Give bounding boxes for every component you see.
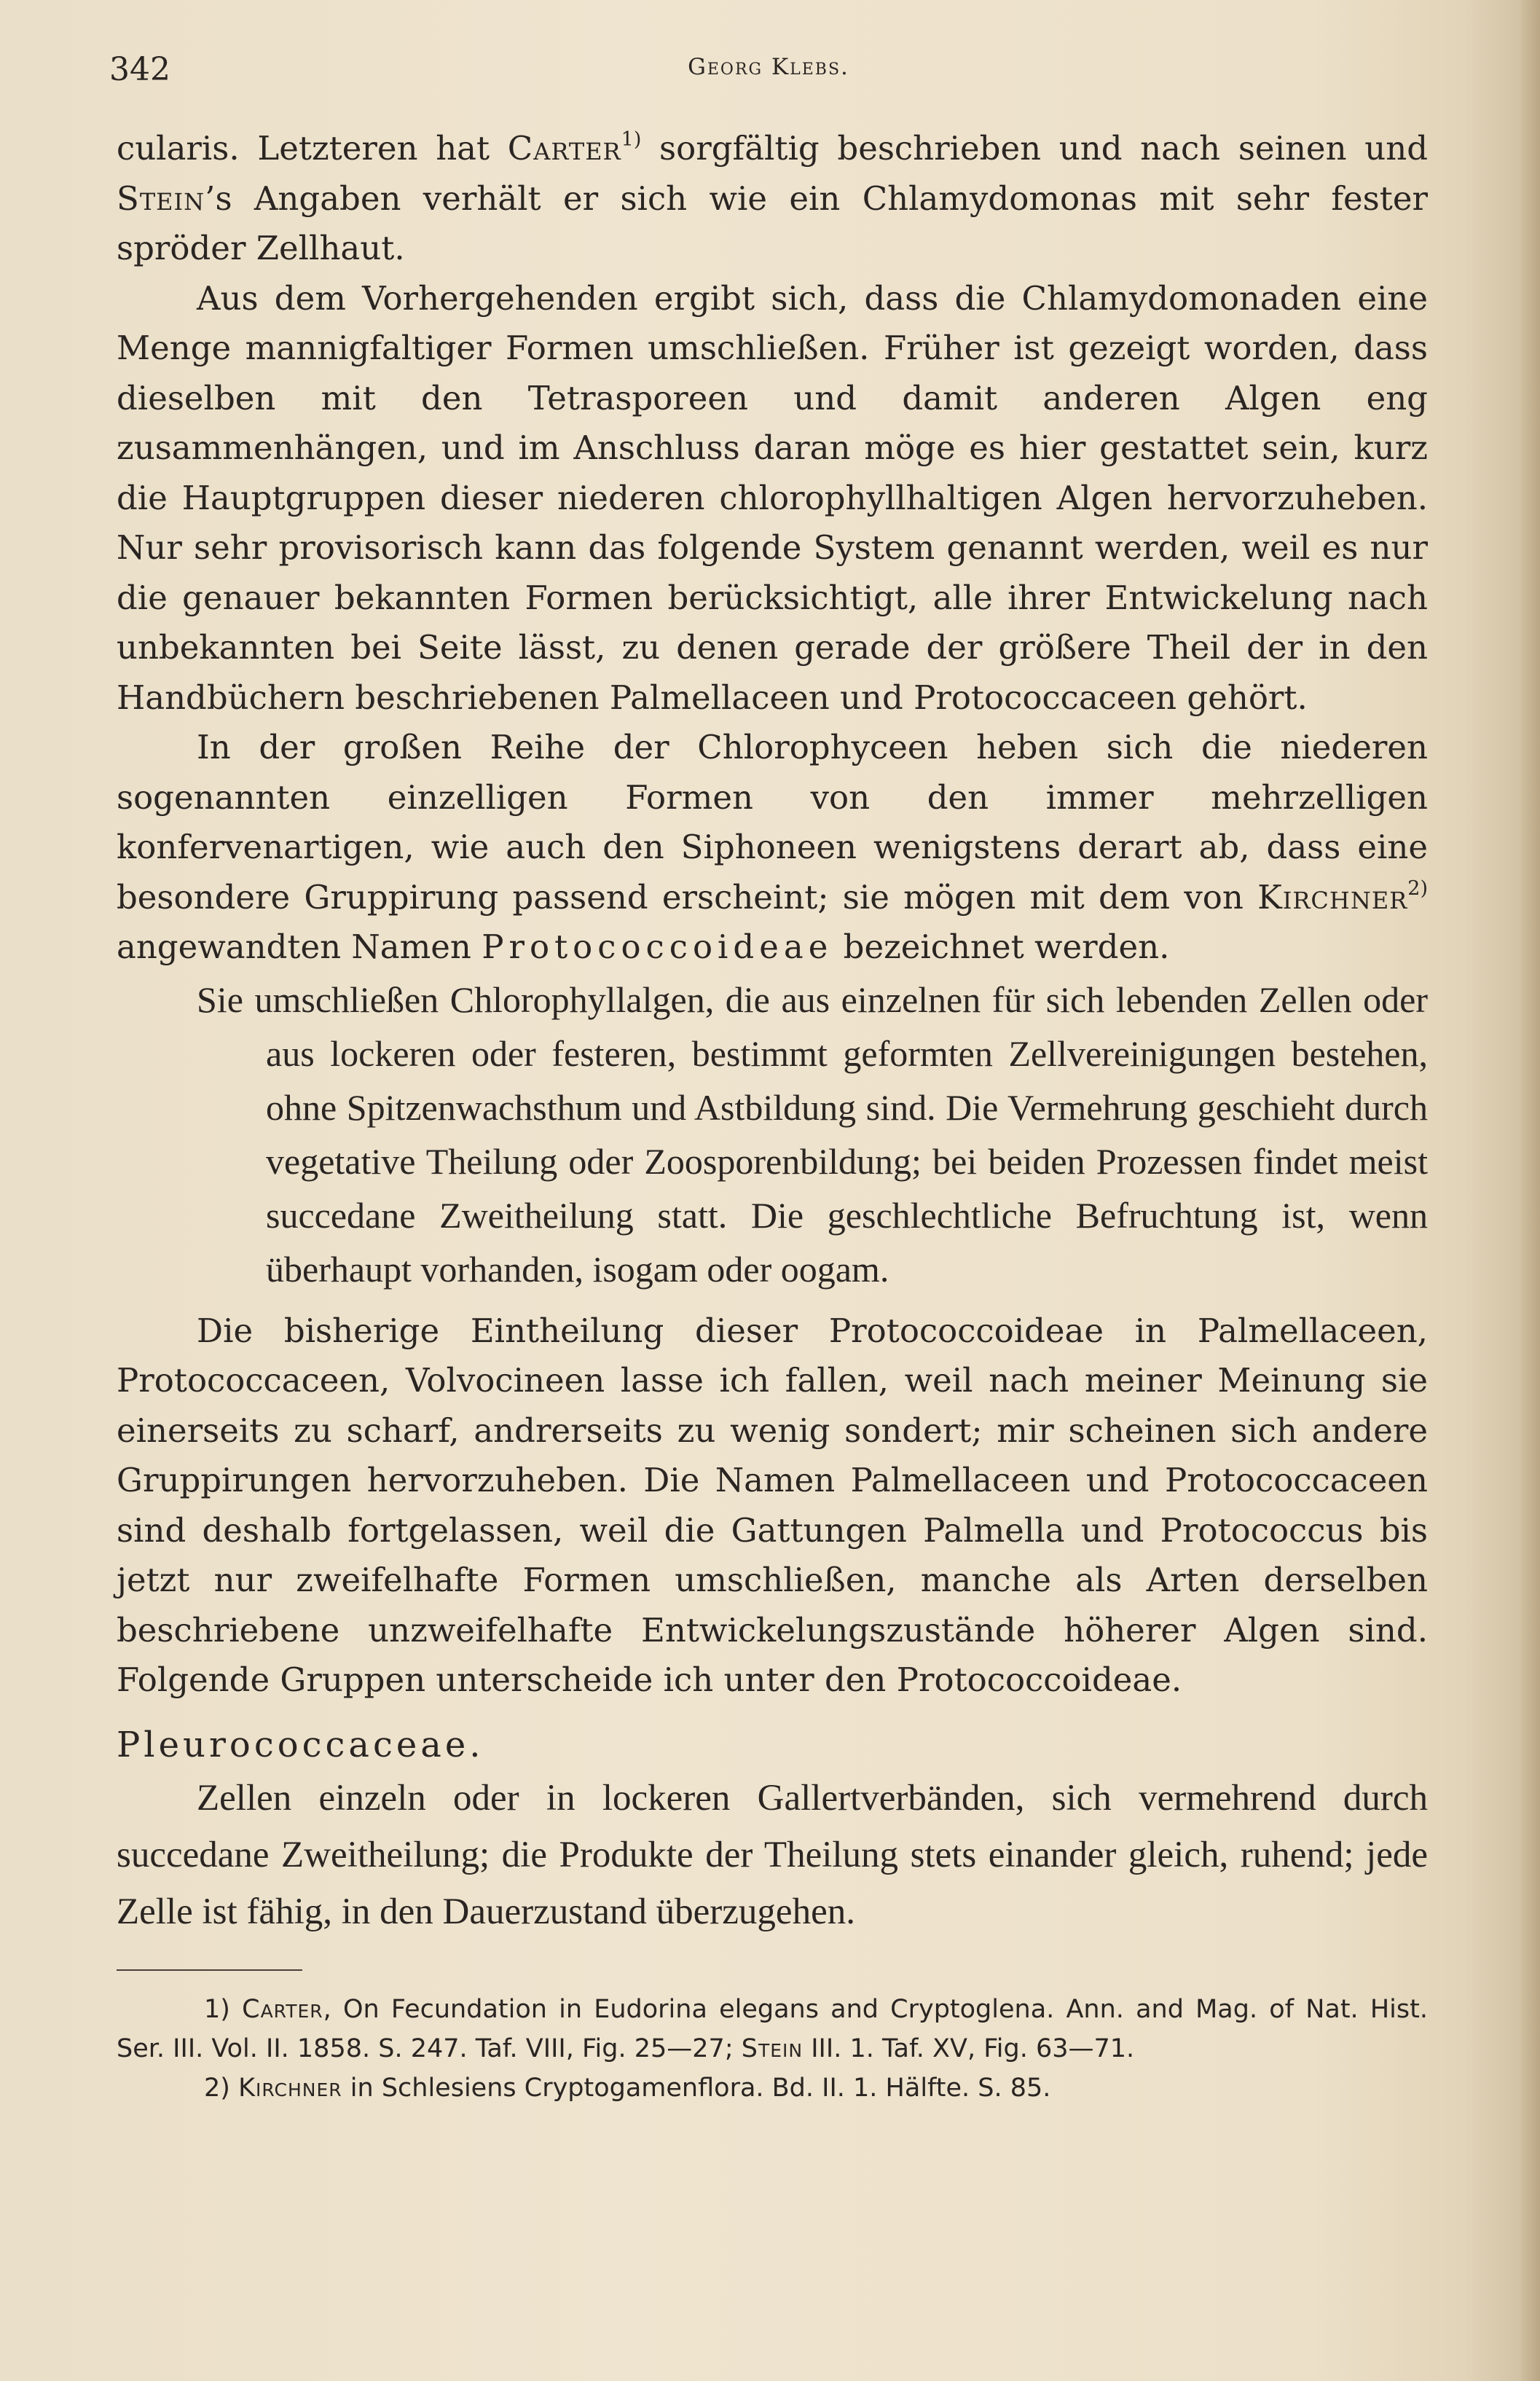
- text-run: , On Fecundation in Eudorina elegans and Cryptoglena. Ann. and Mag. of Nat. Hist. Ser. III. Vol. II. 1858. S. 247. Taf. VIII, Fig. 25—27;: [117, 1995, 1428, 2063]
- paragraph-1: [117, 124, 1428, 274]
- author-name: Kirchner: [238, 2074, 342, 2103]
- footnote-ref: 2): [1407, 876, 1428, 900]
- page-number: 342: [109, 51, 170, 88]
- footnote-ref: 1): [621, 128, 642, 152]
- footnote-rule: [117, 1969, 302, 1971]
- author-name: Carter: [242, 1995, 323, 2024]
- author-name: Stein: [117, 179, 205, 218]
- footnote-mark: 2): [204, 2074, 230, 2103]
- section-heading: Pleurococcaceae.: [117, 1724, 484, 1765]
- definition-text: Sie umschließen Chlorophyllalgen, die aus einzelnen für sich lebenden Zellen oder aus lockeren oder festeren, bestimmt geformten Zellvereinigungen bestehen, ohne Spitzenwachsthum und Astbildung sind. Die Vermehrung geschieht durch vegetative Theilung oder Zoosporenbildung; bei beiden Prozessen findet meist succedane Zweitheilung statt. Die geschlechtliche Befruchtung ist, wenn überhaupt vorhanden, isogam oder oogam.: [197, 978, 1428, 1290]
- footnote-2: [117, 2068, 1428, 2108]
- running-head: Georg Klebs.: [688, 54, 849, 80]
- section-text: [117, 1770, 1428, 1940]
- text-run: In der großen Reihe der Chlorophyceen heben sich die niederen sogenannten einzelligen Formen von den immer mehrzelligen konfervenartigen, wie auch den Siphoneen wenigstens derart ab, dass eine besondere Gruppirung passend erscheint; sie mögen mit dem von: [117, 728, 1428, 917]
- text-run: III. 1. Taf. XV, Fig. 63—71.: [803, 2034, 1135, 2063]
- text-run: angewandten Namen: [117, 927, 482, 966]
- footnote-1: [117, 1990, 1428, 2068]
- author-name: Stein: [741, 2034, 804, 2063]
- author-name: Carter: [507, 129, 621, 168]
- paragraph-2: Aus dem Vorhergehenden ergibt sich, dass die Chlamydomonaden eine Menge mannigfaltiger Formen umschließen. Früher ist gezeigt worden, dass dieselben mit den Tetrasporeen und damit anderen Algen eng zusammenhängen, und im Anschluss daran möge es hier gestattet sein, kurz die Hauptgruppen dieser niederen chlorophyllhaltigen Algen hervorzuheben. Nur sehr provisorisch kann das folgende System genannt werden, weil es nur die genauer bekannten Formen berücksichtigt, alle ihrer Entwickelung nach unbekannten bei Seite lässt, zu denen gerade der größere Theil der in den Handbüchern beschriebenen Palmellaceen und Protococcaceen gehört.: [117, 278, 1428, 717]
- page-header: [109, 44, 1428, 102]
- spaced-term: Protococcoideae: [482, 927, 833, 966]
- page-edge: [1521, 0, 1540, 2381]
- paragraph-4: Die bisherige Eintheilung dieser Protococcoideae in Palmellaceen, Protococcaceen, Volvocineen lasse ich fallen, weil nach meiner Meinung sie einerseits zu scharf, andrerseits zu wenig sondert; mir scheinen sich andere Gruppirungen hervorzuheben. Die Namen Palmellaceen und Protococcaceen sind deshalb fortgelassen, weil die Gattungen Palmella und Protococcus bis jetzt nur zweifelhafte Formen umschließen, manche als Arten derselben beschriebene unzweifelhafte Entwickelungszustände höherer Algen sind. Folgende Gruppen unterscheide ich unter den Protococcoideae.: [117, 1311, 1428, 1699]
- text-run: bezeichnet werden.: [833, 927, 1170, 966]
- author-name: Kirchner: [1257, 877, 1408, 917]
- text-run: in Schlesiens Cryptogamenflora. Bd. II. 1. Hälfte. S. 85.: [342, 2074, 1051, 2103]
- footnotes: [117, 1990, 1428, 2108]
- definition-block: [197, 973, 1428, 1296]
- page-body: [117, 124, 1428, 2108]
- text-run: cularis. Letzteren hat: [117, 129, 508, 168]
- text-run: sorgfältig beschrieben und nach seinen und: [641, 129, 1428, 168]
- paragraph-5: Zellen einzeln oder in lockeren Gallertverbänden, sich vermehrend durch succedane Zweitheilung; die Produkte der Theilung stets einander gleich, ruhend; jede Zelle ist fähig, in den Dauerzustand überzugehen.: [117, 1778, 1428, 1932]
- footnote-mark: 1): [204, 1995, 230, 2024]
- paragraph-3: [117, 723, 1428, 973]
- text-run: ’s Angaben verhält er sich wie ein Chlamydomonas mit sehr fester spröder Zellhaut.: [117, 179, 1428, 267]
